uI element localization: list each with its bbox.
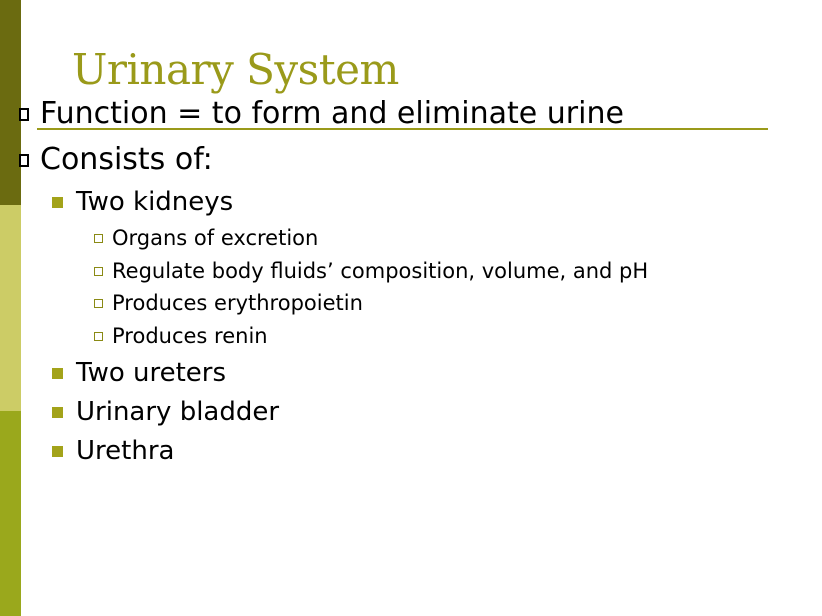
side-bar-light	[0, 205, 21, 411]
filled-square-bullet-icon	[52, 446, 63, 457]
bullet-text: Urinary bladder	[76, 397, 280, 427]
bullet-text: Two ureters	[76, 358, 227, 388]
filled-square-bullet-icon	[52, 368, 63, 379]
hollow-square-bullet-icon	[19, 108, 29, 121]
sub-bullet-renin	[112, 323, 268, 349]
filled-square-bullet-icon	[52, 407, 63, 418]
bullet-function	[40, 96, 624, 132]
hollow-square-bullet-icon	[19, 154, 29, 167]
side-bar-olive	[0, 411, 21, 616]
bullet-consists	[40, 142, 213, 178]
bullet-urethra	[76, 435, 174, 467]
slide-title: Urinary System	[72, 45, 399, 94]
sub-bullet-excretion	[112, 225, 318, 251]
bullet-text: Urethra	[76, 436, 175, 466]
bullet-text: Two kidneys	[76, 187, 234, 217]
hollow-square-bullet-icon	[94, 299, 103, 308]
hollow-square-bullet-icon	[94, 234, 103, 243]
sub-bullet-erythropoietin	[112, 290, 363, 316]
hollow-square-bullet-icon	[94, 267, 103, 276]
hollow-square-bullet-icon	[94, 332, 103, 341]
bullet-text: Organs of excretion	[112, 226, 319, 250]
filled-square-bullet-icon	[52, 197, 63, 208]
side-bar-dark	[0, 0, 21, 205]
bullet-text: Produces renin	[112, 324, 268, 348]
bullet-ureters	[76, 357, 226, 389]
bullet-kidneys	[76, 186, 233, 218]
bullet-bladder	[76, 396, 279, 428]
sub-bullet-regulate	[112, 258, 648, 284]
bullet-text: Function = to form and eliminate urine	[40, 96, 624, 131]
bullet-text: Regulate body fluids’ composition, volume, and pH	[112, 259, 649, 283]
bullet-text: Produces erythropoietin	[112, 291, 363, 315]
bullet-text: Consists of:	[40, 142, 213, 177]
